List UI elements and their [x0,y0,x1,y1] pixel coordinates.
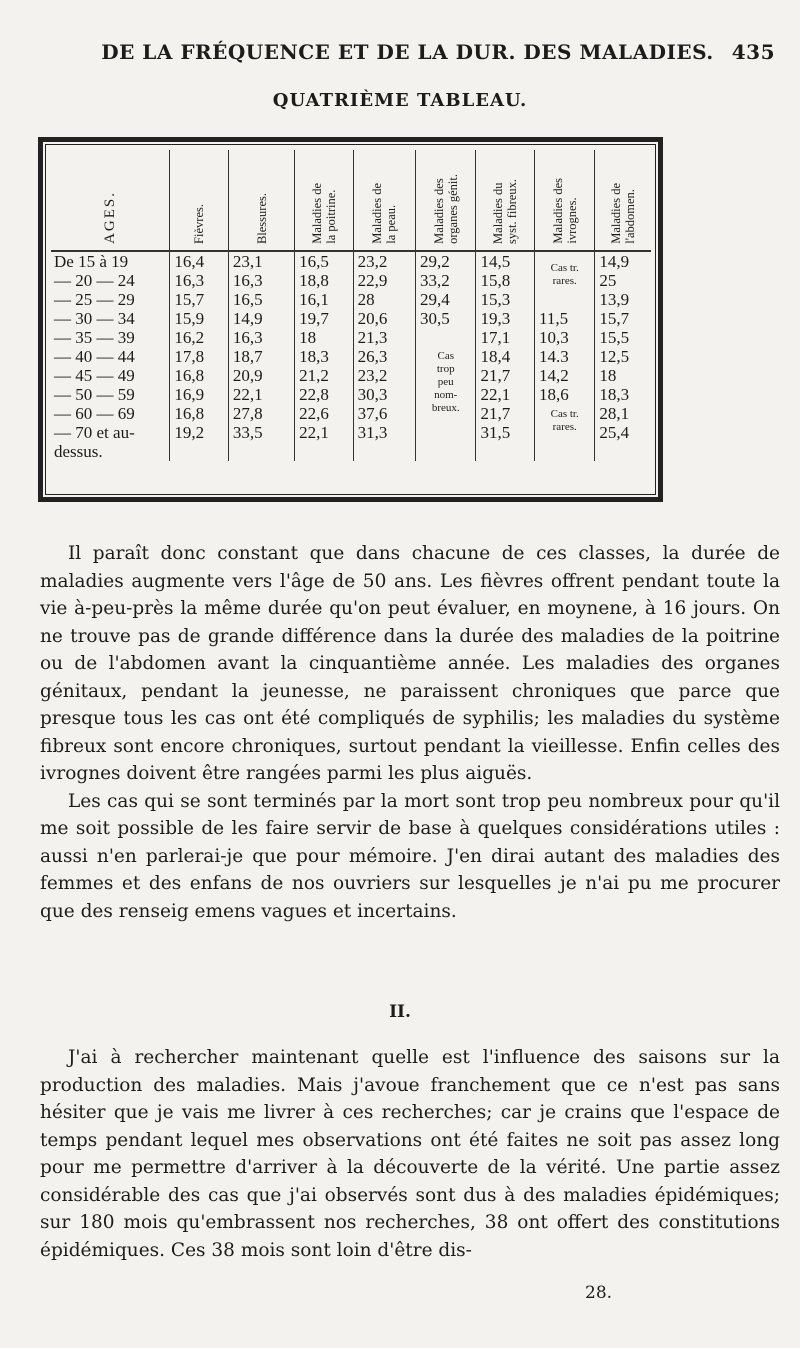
table-cell: 14,5 [476,251,534,271]
table-cell: 30,3 [353,385,415,404]
disease-duration-table [51,150,651,461]
table-row [51,404,651,423]
paragraph: Il paraît donc constant que dans chacune de ces classes, la durée de maladies augmente vers l'âge de 50 ans. Les fièvres offrent pendant toute la vie à-peu-près la même durée qu'on peut évaluer, en moynene, à 16 jours. On ne trouve pas de grande différence dans la durée des maladies de la poitrine ou de l'abdomen avant la cinquantième année. Les maladies des organes génitaux, pendant la jeunesse, ne paraissent chroniques que parce que presque tous les cas ont été compliqués de syphilis; les maladies du système fibreux sont encore chroniques, surtout pendant la vieillesse. Enfin celles des ivrognes doivent être rangées parmi les plus aiguës. [40,543,780,784]
table-cell: 18,3 [595,385,651,404]
table-cell: 20,6 [353,309,415,328]
age-range-cell: — 20 — 24 [54,271,135,290]
running-title: DE LA FRÉQUENCE ET DE LA DUR. DES MALADIES. [101,40,714,64]
col-header-fibrous: Maladies du syst. fibreux. [476,150,534,251]
table-cell: 22,1 [228,385,294,404]
table-cell: 30,5 [416,309,476,328]
table-cell: 16,4 [170,251,228,271]
table-cell-note: Cas tr. rares. [534,251,594,309]
table-cell: 14,9 [595,251,651,271]
table-cell: 29,2 [416,251,476,271]
table-cell: 15,9 [170,309,228,328]
table-cell: 27,8 [228,404,294,423]
table-title: QUATRIÈME TABLEAU. [272,90,528,111]
table-header-row [51,150,651,251]
table-cell: 18 [295,328,353,347]
table-cell: 14,9 [228,309,294,328]
table-row [51,328,651,347]
table-cell: 15,3 [476,290,534,309]
col-header-genital: Maladies des organes génit. [416,150,476,251]
section-number: II. [389,1002,411,1022]
paragraph: J'ai à rechercher maintenant quelle est l'influence des saisons sur la production des maladies. Mais j'avoue franchement que ce n'est pas sans hésiter que je vais me livrer à ces recherches; car je crains que l'espace de temps pendant lequel mes observations ont été faites ne soit pas assez long pour me permettre d'arriver à la découverte de la vérité. Une partie assez considérable des cas que j'ai observés sont dus à des maladies épidémiques; sur 180 mois qu'embrassent nos recherches, 38 ont offert des constitutions épidémiques. Ces 38 mois sont loin d'être dis- [40,1047,780,1261]
table-cell: 15,7 [595,309,651,328]
col-header-abdomen: Maladies de l'abdomen. [595,150,651,251]
age-range-cell: — 35 — 39 [54,328,135,347]
table-row [51,251,651,271]
table-cell: 14.3 [534,347,594,366]
paragraph-block-2 [40,1044,780,1264]
table-cell: 17,8 [170,347,228,366]
table-cell: 13,9 [595,290,651,309]
table-cell: 16,5 [228,290,294,309]
table-cell: 17,1 [476,328,534,347]
table-cell: 28 [353,290,415,309]
table-cell: 23,2 [353,251,415,271]
table-cell: 25,4 [595,423,651,461]
table-cell: 18,4 [476,347,534,366]
page-number: 435 [731,40,775,64]
table-cell: 19,3 [476,309,534,328]
table-cell: 22,8 [295,385,353,404]
table-cell: 16,9 [170,385,228,404]
table-cell: 16,5 [295,251,353,271]
table-cell: 25 [595,271,651,290]
table-cell: 15,5 [595,328,651,347]
table-cell: 22,6 [295,404,353,423]
table-cell: 18 [595,366,651,385]
table-cell: 19,2 [170,423,228,461]
table-cell: 18,8 [295,271,353,290]
table-cell: 16,8 [170,404,228,423]
table-cell: 11,5 [534,309,594,328]
table-row [51,385,651,404]
signature-mark: 28. [585,1283,613,1303]
table-cell: 31,5 [476,423,534,461]
table-cell-note: Cas trop peu nom- breux. [416,328,476,461]
table-cell: 18,7 [228,347,294,366]
age-range-cell: — 25 — 29 [54,290,135,309]
table-row [51,347,651,366]
table-cell: 15,8 [476,271,534,290]
table-cell: 28,1 [595,404,651,423]
table-cell: 33,2 [416,271,476,290]
table-cell-note: Cas tr. rares. [534,404,594,461]
table-row [51,309,651,328]
table-cell: 15,7 [170,290,228,309]
table-cell: 16,3 [170,271,228,290]
table-row [51,366,651,385]
age-range-cell: — 40 — 44 [54,347,135,366]
table-frame [38,137,663,502]
col-header-drunkards: Maladies des ivrognes. [534,150,594,251]
table-cell: 21,2 [295,366,353,385]
table-cell: 22,1 [476,385,534,404]
table-cell: 14,2 [534,366,594,385]
table-cell: 10,3 [534,328,594,347]
col-header-wounds: Blessures. [228,150,294,251]
table-cell: 16,2 [170,328,228,347]
paragraph-block-1 [40,540,780,925]
table-cell: 20,9 [228,366,294,385]
age-range-cell: — 30 — 34 [54,309,135,328]
table-cell: 18,3 [295,347,353,366]
table-cell: 16,1 [295,290,353,309]
age-range-cell: — 60 — 69 [54,404,135,423]
table-cell: 21,7 [476,366,534,385]
table-cell: 12,5 [595,347,651,366]
table-cell: 31,3 [353,423,415,461]
table-cell: 33,5 [228,423,294,461]
paragraph: Les cas qui se sont terminés par la mort sont trop peu nombreux pour qu'il me soit possible de les faire servir de base à quelques considérations utiles : aussi n'en parlerai-je que pour mémoire. J'en dirai autant des maladies des femmes et des enfans de nos ouvriers sur lesquelles je n'ai pu me procurer que des renseig emens vagues et incertains. [40,790,780,922]
col-header-chest: Maladies de la poitrine. [295,150,353,251]
table-cell: 21,3 [353,328,415,347]
age-range-cell: De 15 à 19 [54,252,129,271]
table-cell: 37,6 [353,404,415,423]
age-range-cell: — 45 — 49 [54,366,135,385]
table-cell: 23,1 [228,251,294,271]
table-cell: 16,3 [228,271,294,290]
table-cell: 22,9 [353,271,415,290]
col-header-skin: Maladies de la peau. [353,150,415,251]
table-cell: 18,6 [534,385,594,404]
table-cell: 21,7 [476,404,534,423]
running-head [40,40,775,64]
age-range-cell: — 50 — 59 [54,385,135,404]
table-cell: 19,7 [295,309,353,328]
table-cell: 22,1 [295,423,353,461]
table-cell: 26,3 [353,347,415,366]
table-cell: 16,3 [228,328,294,347]
table-cell: 16,8 [170,366,228,385]
col-header-ages: AGES. [51,150,170,251]
age-range-cell: — 70 et au- dessus. [54,423,135,461]
table-cell: 29,4 [416,290,476,309]
table-cell: 23,2 [353,366,415,385]
col-header-fevers: Fièvres. [170,150,228,251]
table-body [51,251,651,461]
